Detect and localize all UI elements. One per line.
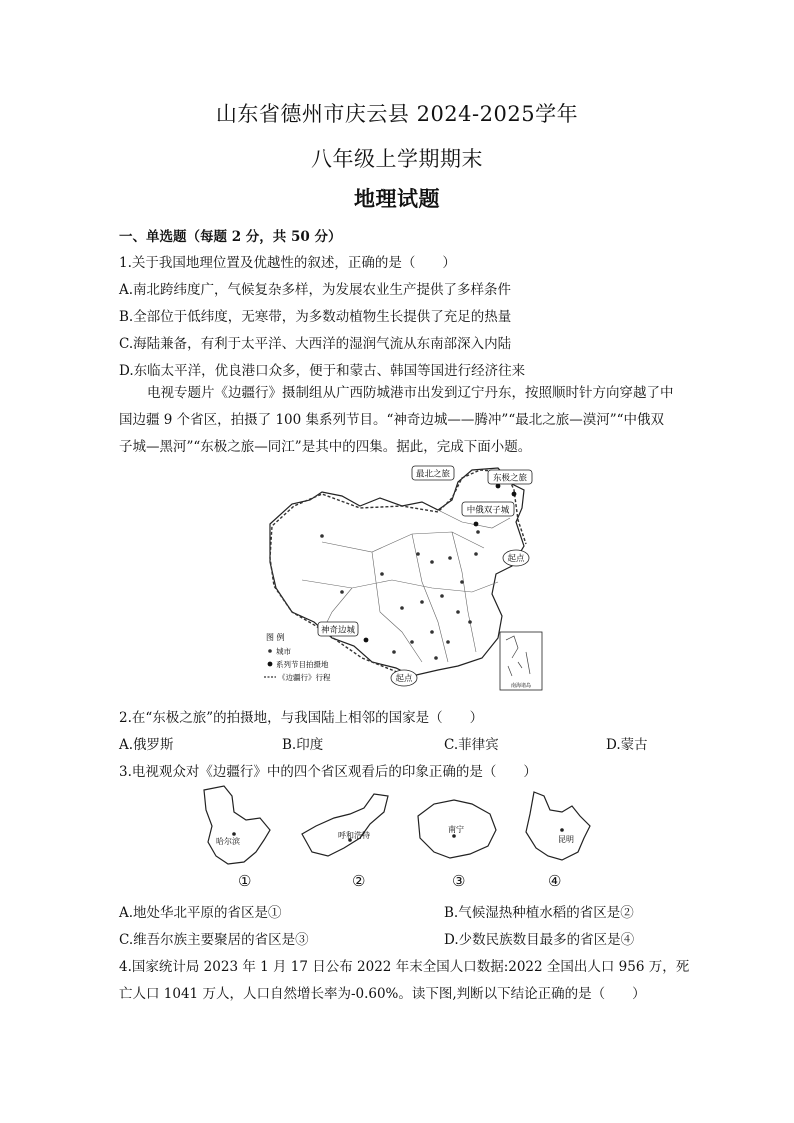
q1-option-c: C.海陆兼备，有利于太平洋、大西洋的湿润气流从东南部深入内陆 bbox=[119, 336, 512, 352]
q1-option-b: B.全部位于低纬度，无寒带，为多数动植物生长提供了充足的热量 bbox=[119, 309, 512, 325]
doc-title-line2: 八年级上学期期末 bbox=[311, 147, 483, 171]
map-label-twin: 中俄双子城 bbox=[466, 505, 510, 516]
province-city-4: 昆明 bbox=[558, 835, 574, 844]
q2-option-c: C.菲律宾 bbox=[444, 737, 499, 753]
section-heading: 一、单选题（每题 2 分，共 50 分） bbox=[119, 229, 342, 245]
province-number-4: ④ bbox=[548, 872, 562, 890]
q3-option-c: C.维吾尔族主要聚居的省区是③ bbox=[119, 932, 309, 948]
q4-stem-line2: 亡人口 1041 万人，人口自然增长率为-0.60%。读下图,判断以下结论正确的是（ ） bbox=[119, 986, 646, 1002]
map-label-start-s: 起点 bbox=[395, 674, 413, 684]
q1-option-d: D.东临太平洋，优良港口众多，便于和蒙古、韩国等国进行经济往来 bbox=[119, 363, 526, 379]
doc-title-line1: 山东省德州市庆云县 2024-2025学年 bbox=[215, 102, 579, 126]
province-city-1: 哈尔滨 bbox=[216, 837, 240, 846]
legend-city: 城市 bbox=[276, 647, 291, 656]
map-label-north: 最北之旅 bbox=[415, 469, 451, 480]
province-city-2: 呼和浩特 bbox=[338, 831, 370, 840]
province-city-3: 南宁 bbox=[448, 825, 464, 834]
q3-stem: 3.电视观众对《边疆行》中的四个省区观看后的印象正确的是（ ） bbox=[119, 764, 537, 780]
city-dots bbox=[320, 508, 490, 660]
doc-title-line3: 地理试题 bbox=[354, 186, 440, 211]
q3-option-b: B.气候湿热种植水稻的省区是② bbox=[444, 905, 634, 921]
q1-option-a: A.南北跨纬度广，气候复杂多样，为发展农业生产提供了多样条件 bbox=[119, 282, 512, 298]
province-number-1: ① bbox=[238, 872, 252, 890]
passage-text: 电视专题片《边疆行》摄制组从广西防城港市出发到辽宁丹东，按照顺时针方向穿越了中国边疆 9 个省区，拍摄了 100 集系列节目。“神奇边城——腾冲”“最北之旅—漠河”“中俄双子城—黑河”“东极之旅—同江”是其中的四集。据此，完成下面小题。 bbox=[119, 385, 674, 455]
q3-option-d: D.少数民族数目最多的省区是④ bbox=[444, 932, 635, 948]
q2-option-d: D.蒙古 bbox=[606, 737, 648, 753]
q3-option-a: A.地处华北平原的省区是① bbox=[119, 905, 282, 921]
legend-route: 《边疆行》行程 bbox=[278, 673, 331, 682]
map-label-start-ne: 起点 bbox=[507, 554, 525, 564]
inset-label: 南海诸岛 bbox=[510, 683, 532, 689]
q4-stem-line1: 4.国家统计局 2023 年 1 月 17 日公布 2022 年末全国人口数据:2022 全国出人口 956 万，死 bbox=[119, 959, 690, 975]
province-number-2: ② bbox=[352, 872, 366, 890]
province-shape-2 bbox=[298, 782, 398, 894]
q2-option-a: A.俄罗斯 bbox=[119, 737, 174, 753]
china-border-map bbox=[262, 462, 546, 694]
south-sea-inset bbox=[500, 632, 542, 690]
q2-option-b: B.印度 bbox=[282, 737, 324, 753]
legend-site: 系列节目拍摄地 bbox=[276, 660, 329, 669]
q1-stem: 1.关于我国地理位置及优越性的叙述，正确的是（ ） bbox=[119, 255, 456, 271]
map-label-east: 东极之旅 bbox=[492, 473, 528, 484]
legend-title: 图 例 bbox=[266, 633, 285, 642]
province-number-3: ③ bbox=[452, 872, 466, 890]
q2-stem: 2.在“东极之旅”的拍摄地，与我国陆上相邻的国家是（ ） bbox=[119, 710, 484, 726]
china-outline bbox=[270, 468, 524, 676]
map-label-magic: 神奇边城 bbox=[320, 625, 356, 636]
